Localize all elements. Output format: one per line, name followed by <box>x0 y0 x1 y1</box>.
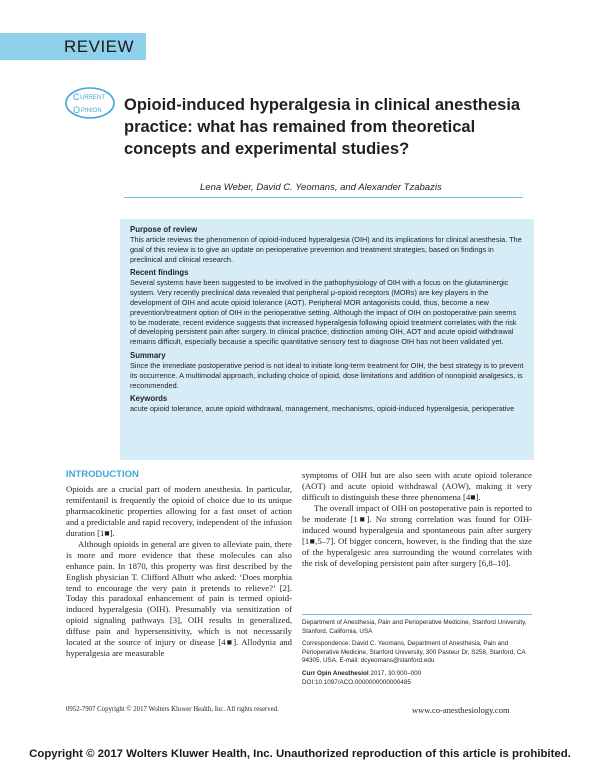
findings-text: Several systems have been suggested to be involved in the pathophysiology of OIH with a focus on the glutaminergic system. Very recently preclinical data revealed that peripheral μ-opioid receptors (MORs) are key players in the development of OIH and acute opioid tolerance (AOT). Peripheral MOR antagonists could, thus, become a new prevention/treatment option of OIH in the perioperative setting. Although the impact of OIH on postoperative pain seems to be moderate, recent evidence suggests that increased hyperalgesia following opioid treatment correlates with the risk of developing persistent pain after surgery. In clinical practice, distinction among OIH, AOT and acute opioid withdrawal remains difficult, especially because a specific quantitative sensory test to diagnose OIH has not been validated yet. <box>130 278 517 347</box>
footer-issn: 0952-7907 Copyright © 2017 Wolters Kluwer Health, Inc. All rights reserved. <box>66 706 279 713</box>
findings-heading: Recent findings <box>130 268 189 278</box>
introduction-heading: INTRODUCTION <box>66 469 139 480</box>
body-column-left <box>66 470 292 659</box>
keywords-heading: Keywords <box>130 394 168 404</box>
summary-text: Since the immediate postoperative period is not ideal to initiate long-term treatment for OIH, the best strategy is to prevent its occurrence. A multimodal approach, including choice of opioid, dose limitations and addition of nonopioid analgesics, is recommended. <box>130 360 524 390</box>
copyright-notice: Copyright © 2017 Wolters Kluwer Health, Inc. Unauthorized reproduction of this article is prohibited. <box>29 748 571 760</box>
svg-text:C: C <box>73 92 80 102</box>
body-paragraph-3: symptoms of OIH but are also seen with acute opioid tolerance (AOT) and acute opioid withdrawal (AOW), making it very difficult to distinguish these three phenomena [4■]. <box>302 470 532 502</box>
keywords-text: acute opioid tolerance, acute opioid withdrawal, management, mechanisms, opioid-induced hyperalgesia, perioperative <box>130 404 515 414</box>
title-divider <box>124 197 523 198</box>
journal-name: Curr Opin Anesthesiol <box>302 669 369 677</box>
abstract-box <box>120 219 534 460</box>
doi-text: DOI:10.1097/ACO.0000000000000485 <box>302 678 411 686</box>
section-tab: REVIEW <box>0 33 146 60</box>
journal-logo-icon <box>64 86 116 120</box>
article-title: Opioid-induced hyperalgesia in clinical anesthesia practice: what has remained from theoretical concepts and experimental studies? <box>124 96 521 158</box>
body-paragraph-2: Although opioids in general are given to alleviate pain, there is more and more evidence that these molecules can also enhance pain. In 1870, this property was first described by the English physician T. Clifford Albutt who asked: ‘Does morphia tend to encourage the very pain it pretends to relieve?’ [2]. Today this paradoxal enhancement of pain is termed opioid-induced hyperalgesia (OIH). Presumably via sensitization of opioid signaling pathways [3], OIH results in generalized, diffuse pain and hypersensitivity, which is not necessarily located at the source of injury or disease [4■]. Allodynia and hyperalgesia are measurable <box>66 538 292 659</box>
author-list: Lena Weber, David C. Yeomans, and Alexander Tzabazis <box>200 182 442 193</box>
logo-text-bottom: PINION <box>81 108 102 114</box>
body-column-right <box>302 470 532 569</box>
logo-text-top: URRENT <box>80 95 105 101</box>
purpose-heading: Purpose of review <box>130 225 198 234</box>
purpose-text: This article reviews the phenomenon of opioid-induced hyperalgesia (OIH) and its implications for clinical anesthesia. The goal of this review is to give an update on perioperative prevention and treatment strategies, based on findings in preclinical and clinical research. <box>130 235 522 264</box>
footer-website-link[interactable]: www.co-anesthesiology.com <box>412 705 510 715</box>
summary-heading: Summary <box>130 350 166 360</box>
body-paragraph-1: Opioids are a crucial part of modern anesthesia. In particular, remifentanil is frequently the opioid of choice due to its unique pharmacokinetic properties allowing for a fast onset of action and a predictable and rapid recovery, independent of the infusion duration [1■]. <box>66 483 292 538</box>
correspondence-text: Correspondence: David C. Yeomans, Department of Anesthesia, Pain and Perioperative Medicine, Stanford University, 300 Pasteur Dr, S258, Stanford, CA 94305, USA. E-mail: dcyeomans@stanford.edu <box>302 640 526 665</box>
journal-volume: 2017, 30:000–000 <box>368 669 422 677</box>
svg-text:O: O <box>73 105 81 115</box>
journal-citation <box>302 670 532 679</box>
department-text: Department of Anesthesia, Pain and Perioperative Medicine, Stanford University, Stanford, California, USA <box>302 619 527 635</box>
affiliation-block <box>302 614 532 691</box>
body-paragraph-4: The overall impact of OIH on postoperative pain is reported to be moderate [1■]. No strong correlation was found for OIH-induced wound hyperalgesia and spontaneous pain after surgery [1■,5–7]. Of bigger concern, however, is the finding that the size of the hyperalgesic area surrounding the wound correlates with the risk of developing persistent pain after surgery [6,8–10]. <box>302 502 532 568</box>
